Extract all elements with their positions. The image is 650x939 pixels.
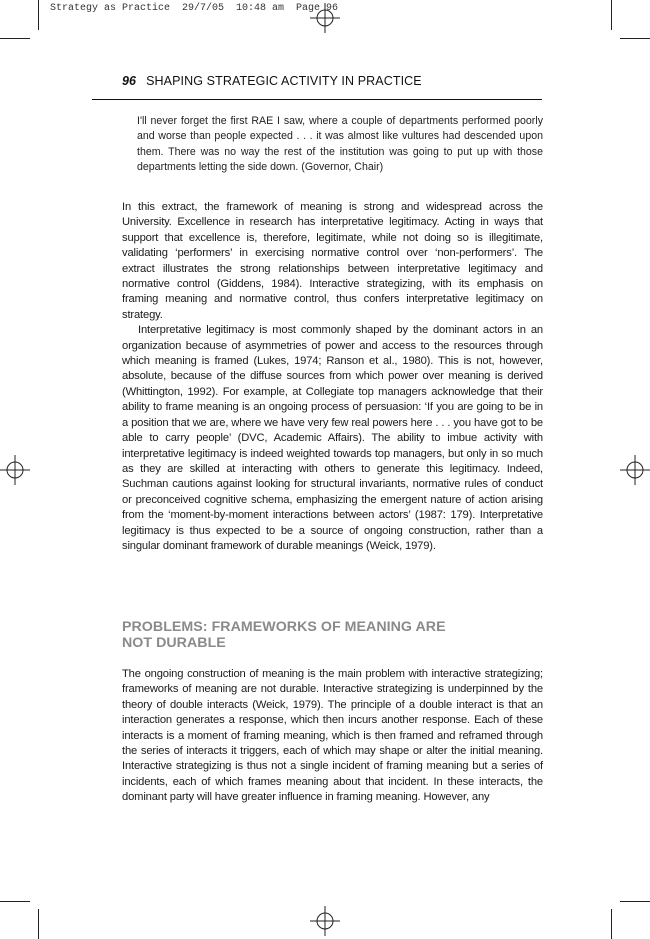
paragraph: In this extract, the framework of meaning is strong and widespread across the University. Excellence in research has interpretative legitimacy. Acting in ways that support that excellence is, therefore, legitimate, while not doing so is illegitimate, validating ‘performers’ in exercising normative control over ‘non-performers’. The extract illustrates the strong relationships between interpretative legitimacy and normative control (Giddens, 1984). Interactive strategizing, with its emphasis on framing meaning and normative control, thus confers interpretative legitimacy on strategy. — [122, 201, 543, 321]
running-head-title: SHAPING STRATEGIC ACTIVITY IN PRACTICE — [146, 74, 422, 88]
crop-mark-bottom-left-vertical — [38, 909, 39, 939]
crop-mark-bottom-right-horizontal — [620, 901, 650, 902]
registration-mark-bottom-icon — [310, 906, 340, 936]
crop-mark-top-left-vertical — [38, 0, 39, 30]
block-quote-text: I'll never forget the first RAE I saw, where a couple of departments performed poorly and worse than people expected . . . it was almost like vultures had descended upon them. There was no way the rest of the institution was going to put up with those departments letting the side down. (Governor, Chair) — [137, 115, 543, 174]
paragraph: The ongoing construction of meaning is the main problem with interactive strategizing; frameworks of meaning are not durable. Interactive strategizing is underpinned by the theory of double interacts (Weick, 1979). The principle of a double interact is that an interaction generates a response, which then incurs another response. Each of these interacts is a moment of framing meaning, which is then framed and reframed through the series of interacts it triggers, each of which may shape or alter the initial meaning. Interactive strategizing is thus not a single incident of framing meaning but a series of incidents, each of which frames meaning about that incident. In these interacts, the dominant party will have greater influence in framing meaning. However, any — [122, 668, 543, 804]
section-heading-line: NOT DURABLE — [122, 634, 226, 651]
registration-mark-left-icon — [0, 455, 30, 485]
crop-mark-bottom-left-horizontal — [0, 901, 30, 902]
printer-slug-line: Strategy as Practice 29/7/05 10:48 am Page 96 — [50, 3, 339, 14]
registration-mark-right-icon — [620, 455, 650, 485]
registration-mark-top-icon — [310, 3, 340, 33]
paragraph: Interpretative legitimacy is most commonly shaped by the dominant actors in an organization because of asymmetries of power and access to the resources through which meaning is framed (Lukes, 1974; Ranson et al., 1980). This is not, however, absolute, because of the diffuse sources from which power over meaning is derived (Whittington, 1992). For example, at Collegiate top managers acknowledge that their ability to frame meaning is an ongoing process of persuasion: ‘If you are going to be in a position that we are, where we have very few real powers here . . . you have got to be able to carry people’ (DVC, Academic Affairs). The ability to imbue activity with interpretative legitimacy is indeed weighted towards top managers, but only in so much as they are skilled at interacting with others to generate this legitimacy. Indeed, Suchman cautions against looking for structural invariants, normative rules of conduct or preconceived cognitive schema, emphasizing the emergent nature of action arising from the ‘moment-by-moment interactions between actors’ (1987: 179). Interpretative legitimacy is thus expected to be a source of ongoing construction, rather than a singular dominant framework of durable meanings (Weick, 1979). — [122, 324, 543, 552]
header-rule — [92, 99, 542, 100]
section-heading-line: PROBLEMS: FRAMEWORKS OF MEANING ARE — [122, 619, 446, 635]
crop-mark-bottom-right-vertical — [611, 909, 612, 939]
crop-mark-top-left-horizontal — [0, 38, 30, 39]
body-text — [122, 200, 543, 554]
crop-mark-top-right-vertical — [611, 0, 612, 30]
section-heading — [122, 620, 542, 652]
block-quote — [137, 114, 543, 176]
page-number: 96 — [122, 74, 137, 88]
running-head — [122, 74, 542, 88]
crop-mark-top-right-horizontal — [620, 38, 650, 39]
section-body-text — [122, 667, 543, 806]
